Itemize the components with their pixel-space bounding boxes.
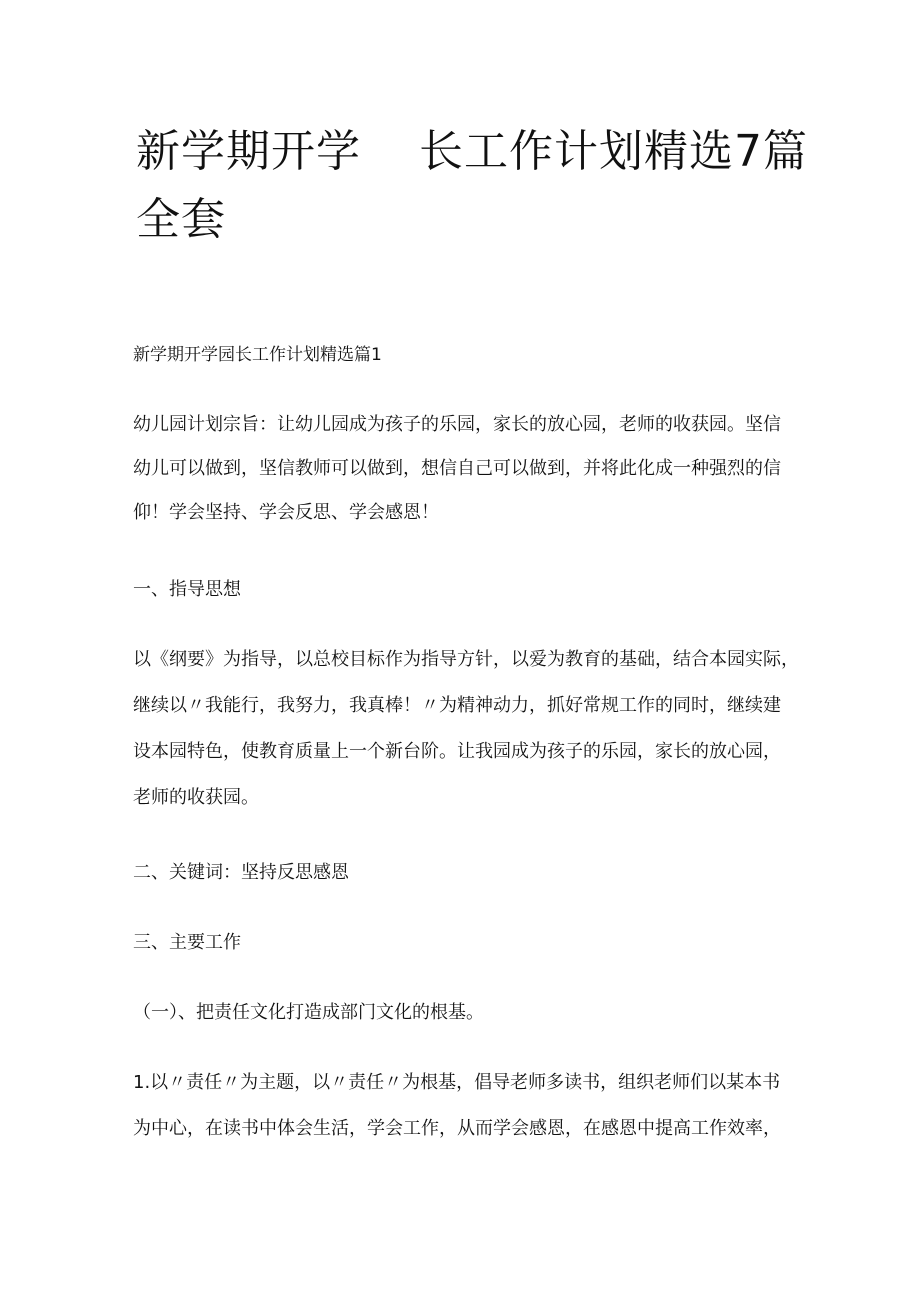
sub-heading-responsibility: （一）、把责任文化打造成部门文化的根基。 [133,1002,484,1023]
section-subtitle: 新学期开学园长工作计划精选篇1 [133,345,382,365]
guiding-line: 设本园特色，使教育质量上一个新台阶。让我园成为孩子的乐园，家长的放心园， [133,741,781,762]
title-part-1: 新学期开学 [136,126,361,177]
purpose-line: 幼儿可以做到，坚信教师可以做到，想信自己可以做到，并将此化成一种强烈的信 [133,458,781,479]
guiding-paragraph [133,645,813,813]
document-title-line-1 [136,120,808,184]
guiding-line: 以《纲要》为指导，以总校目标作为指导方针，以爱为教育的基础，结合本园实际， [133,649,799,670]
purpose-line: 仰！学会坚持、学会反思、学会感恩！ [133,502,439,523]
heading-guiding-thought: 一、指导思想 [133,579,241,600]
item-1-line: 1.以〃责任〃为主题，以〃责任〃为根基，倡导老师多读书，组织老师们以某本书 [133,1072,781,1093]
item-1-paragraph [133,1068,813,1144]
purpose-paragraph [133,410,813,528]
item-1-line: 为中心，在读书中体会生活，学会工作，从而学会感恩，在感恩中提高工作效率， [133,1118,781,1139]
guiding-line: 老师的收获园。 [133,787,259,808]
guiding-line: 继续以〃我能行，我努力，我真棒！〃为精神动力，抓好常规工作的同时，继续建 [133,695,781,716]
purpose-line: 幼儿园计划宗旨：让幼儿园成为孩子的乐园，家长的放心园，老师的收获园。坚信 [133,414,781,435]
heading-main-work: 三、主要工作 [133,932,241,953]
document-title-line-2: 全套 [136,194,226,245]
title-part-2: 长工作计划精选7篇 [419,126,808,177]
heading-keywords: 二、关键词：坚持反思感恩 [133,862,349,883]
